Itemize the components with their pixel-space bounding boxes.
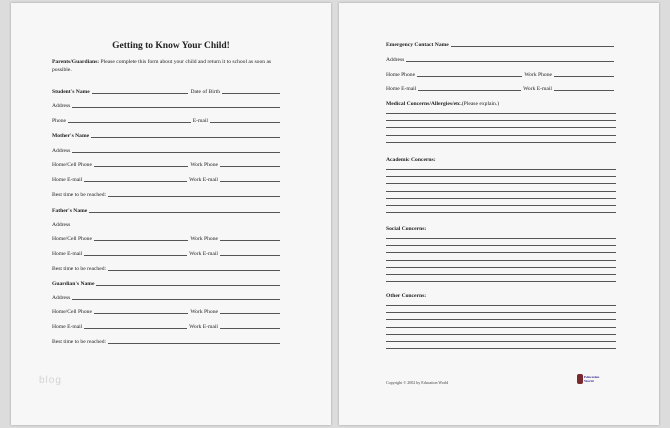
label: Address <box>52 148 71 154</box>
answer-line[interactable] <box>386 274 616 275</box>
answer-line[interactable] <box>386 135 616 136</box>
email-row <box>386 84 616 92</box>
answer-line[interactable] <box>386 245 616 246</box>
answer-line[interactable] <box>386 334 616 335</box>
intro-text <box>52 58 284 74</box>
email-field[interactable] <box>210 122 280 123</box>
mother-home-email-field[interactable] <box>84 181 187 182</box>
phone-row <box>52 160 282 168</box>
email-row <box>52 249 282 257</box>
answer-line[interactable] <box>386 319 616 320</box>
label: E-mail <box>192 118 208 124</box>
best-time-row <box>52 264 282 272</box>
answer-line[interactable] <box>386 113 616 114</box>
father-best-time-field[interactable] <box>108 270 280 271</box>
father-home-phone-field[interactable] <box>94 240 188 241</box>
intro-body: Please complete this form about your child and return it to school as soon as possible. <box>52 59 272 73</box>
form-page-2 <box>339 3 659 425</box>
answer-line[interactable] <box>386 312 616 313</box>
answer-line[interactable] <box>386 281 616 282</box>
label: Mother's Name <box>52 133 90 139</box>
label: Father's Name <box>52 208 88 214</box>
label: Address <box>52 103 71 109</box>
answer-line[interactable] <box>386 205 616 206</box>
father-home-email-field[interactable] <box>84 255 187 256</box>
other-heading <box>386 291 616 299</box>
label: Address <box>52 222 71 228</box>
dob-field[interactable] <box>222 93 280 94</box>
answer-line[interactable] <box>386 120 616 121</box>
guardian-work-email-field[interactable] <box>220 328 280 329</box>
label: Other Concerns: <box>386 293 427 299</box>
email-row <box>52 175 282 183</box>
mother-name-field[interactable] <box>91 137 280 138</box>
mother-row <box>52 131 282 139</box>
student-name-field[interactable] <box>92 93 189 94</box>
label: Work Phone <box>190 309 218 315</box>
education-world-logo <box>577 374 600 384</box>
label: Work Phone <box>524 72 552 78</box>
label: Medical Concerns/Allergies/etc. <box>386 101 462 107</box>
guardian-row <box>52 279 282 287</box>
guardian-work-phone-field[interactable] <box>220 313 280 314</box>
label: Best time to be reached: <box>52 266 107 272</box>
emergency-home-email-field[interactable] <box>418 90 521 91</box>
emergency-home-phone-field[interactable] <box>417 76 522 77</box>
label: Home/Cell Phone <box>52 236 92 242</box>
address-row <box>52 293 282 301</box>
logo-icon <box>577 374 583 384</box>
answer-line[interactable] <box>386 198 616 199</box>
emergency-work-phone-field[interactable] <box>554 76 614 77</box>
label: Home E-mail <box>52 324 83 330</box>
guardian-home-email-field[interactable] <box>84 328 187 329</box>
father-row <box>52 206 282 214</box>
label: Work E-mail <box>189 177 218 183</box>
address-row <box>52 101 282 109</box>
label: Guardian's Name <box>52 281 95 287</box>
answer-line[interactable] <box>386 327 616 328</box>
label: Social Concerns: <box>386 226 427 232</box>
label: Address <box>386 57 405 63</box>
label: Address <box>52 295 71 301</box>
address-row <box>52 220 282 228</box>
label: Home E-mail <box>52 177 83 183</box>
logo-text: Education World <box>584 375 600 383</box>
copyright: Copyright © 2002 by Education World <box>386 380 449 385</box>
answer-line[interactable] <box>386 142 616 143</box>
answer-line[interactable] <box>386 348 616 349</box>
father-work-phone-field[interactable] <box>220 240 280 241</box>
label: Home E-mail <box>52 251 83 257</box>
email-row <box>52 322 282 330</box>
best-time-row <box>52 190 282 198</box>
mother-address-field[interactable] <box>72 152 280 153</box>
mother-best-time-field[interactable] <box>108 196 280 197</box>
phone-row <box>386 70 616 78</box>
answer-line[interactable] <box>386 305 616 306</box>
emergency-address-field[interactable] <box>406 61 614 62</box>
label: Work E-mail <box>189 324 218 330</box>
label: Work Phone <box>190 236 218 242</box>
address-row <box>52 146 282 154</box>
answer-line[interactable] <box>386 191 616 192</box>
intro-label: Parents/Guardians: <box>52 59 100 65</box>
phone-field[interactable] <box>68 122 191 123</box>
phone-row <box>52 234 282 242</box>
guardian-home-phone-field[interactable] <box>94 313 188 314</box>
label: Date of Birth <box>190 89 220 95</box>
guardian-address-field[interactable] <box>72 299 280 300</box>
guardian-best-time-field[interactable] <box>108 343 280 344</box>
answer-line[interactable] <box>386 212 616 213</box>
emergency-work-email-field[interactable] <box>554 90 614 91</box>
academic-heading <box>386 155 616 163</box>
label: Home E-mail <box>386 86 417 92</box>
emergency-name-field[interactable] <box>451 46 614 47</box>
label: Home/Cell Phone <box>52 162 92 168</box>
label: Student's Name <box>52 89 90 95</box>
mother-home-phone-field[interactable] <box>94 166 188 167</box>
watermark: blog <box>39 375 62 386</box>
answer-line[interactable] <box>386 176 616 177</box>
label: Home/Cell Phone <box>52 309 92 315</box>
label: Work E-mail <box>523 86 552 92</box>
father-name-field[interactable] <box>89 212 280 213</box>
answer-line[interactable] <box>386 183 616 184</box>
social-heading <box>386 224 616 232</box>
student-row <box>52 87 282 95</box>
best-time-row <box>52 337 282 345</box>
guardian-name-field[interactable] <box>96 285 280 286</box>
label: (Please explain.) <box>461 101 500 107</box>
label: Phone <box>52 118 66 124</box>
answer-line[interactable] <box>386 341 616 342</box>
label: Academic Concerns: <box>386 157 436 163</box>
label: Best time to be reached: <box>52 339 107 345</box>
answer-line[interactable] <box>386 169 616 170</box>
label: Best time to be reached: <box>52 192 107 198</box>
student-address-field[interactable] <box>72 107 280 108</box>
mother-work-phone-field[interactable] <box>220 166 280 167</box>
label: Home Phone <box>386 72 416 78</box>
answer-line[interactable] <box>386 267 616 268</box>
address-row <box>386 55 616 63</box>
answer-line[interactable] <box>386 127 616 128</box>
emergency-row <box>386 40 616 48</box>
label: Emergency Contact Name <box>386 42 449 48</box>
label: Work Phone <box>190 162 218 168</box>
label: Work E-mail <box>189 251 218 257</box>
medical-heading <box>386 99 616 107</box>
form-page-1 <box>11 3 331 425</box>
father-work-email-field[interactable] <box>220 255 280 256</box>
answer-line[interactable] <box>386 252 616 253</box>
phone-row <box>52 116 282 124</box>
form-title: Getting to Know Your Child! <box>112 41 230 51</box>
answer-line[interactable] <box>386 238 616 239</box>
phone-row <box>52 307 282 315</box>
answer-line[interactable] <box>386 260 616 261</box>
mother-work-email-field[interactable] <box>220 181 280 182</box>
